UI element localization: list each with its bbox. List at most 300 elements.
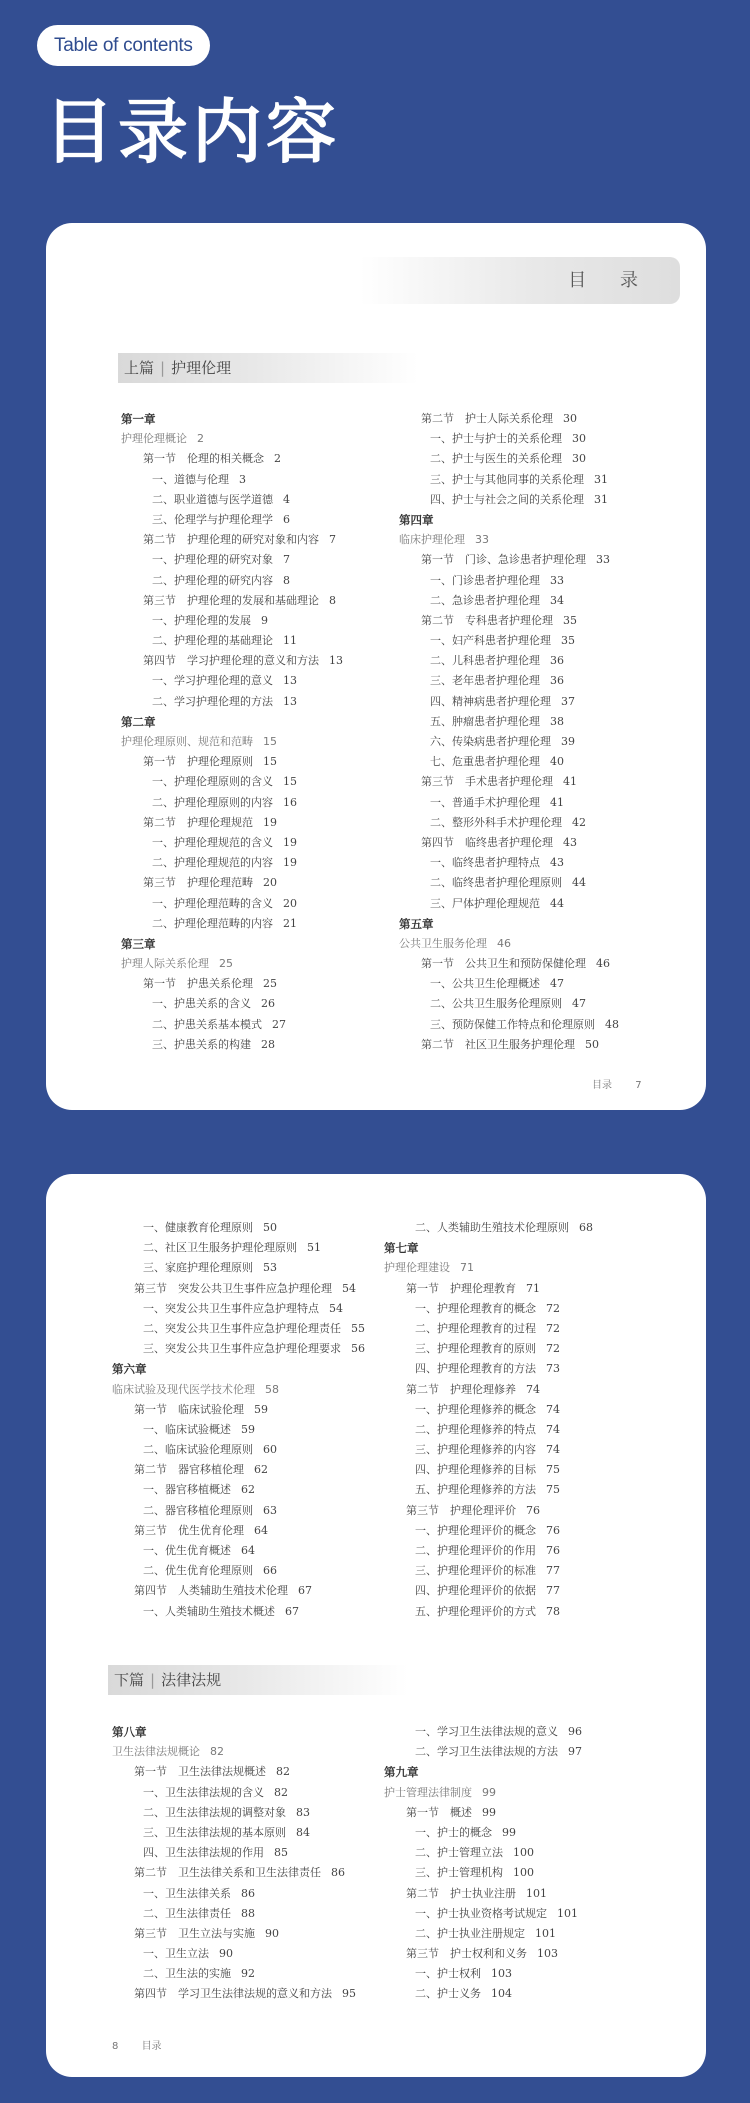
- entry-page-number: 53: [263, 1261, 277, 1275]
- entry-page-number: 13: [329, 654, 343, 668]
- entry-page-number: 54: [329, 1301, 343, 1315]
- toc-column-right-top: [384, 1218, 593, 1622]
- entry-text: 一、护士的概念: [415, 1825, 492, 1839]
- toc-subsection-entry[interactable]: [112, 1944, 356, 1964]
- entry-page-number: 75: [546, 1483, 560, 1497]
- toc-subsection-entry[interactable]: [112, 1440, 365, 1460]
- toc-subsection-entry[interactable]: [112, 1319, 365, 1339]
- entry-text: 一、护士与护士的关系伦理: [430, 432, 562, 446]
- toc-section-entry[interactable]: [121, 651, 343, 671]
- toc-subsection-entry[interactable]: [399, 752, 619, 772]
- toc-section-entry[interactable]: [399, 772, 619, 792]
- entry-text: 三、突发公共卫生事件应急护理伦理要求: [143, 1342, 341, 1356]
- entry-page-number: 40: [550, 755, 564, 769]
- toc-section-entry[interactable]: [112, 1460, 365, 1480]
- toc-section-entry[interactable]: [399, 550, 619, 570]
- entry-page-number: 64: [254, 1523, 268, 1537]
- toc-subsection-entry[interactable]: [121, 853, 343, 873]
- toc-subsection-entry[interactable]: [112, 1299, 365, 1319]
- entry-page-number: 7: [329, 533, 336, 547]
- entry-page-number: 51: [307, 1241, 321, 1255]
- entry-text: 一、护理伦理规范的含义: [152, 835, 273, 849]
- entry-text: 第三节 护理伦理评价: [406, 1503, 516, 1517]
- toc-column-left-bottom: [112, 1722, 356, 2005]
- toc-subsection-entry[interactable]: [384, 1602, 593, 1622]
- toc-subsection-entry[interactable]: [384, 1440, 593, 1460]
- toc-section-entry[interactable]: [399, 954, 619, 974]
- toc-section-entry[interactable]: [112, 1924, 356, 1944]
- entry-text: 一、临终患者护理特点: [430, 856, 540, 870]
- entry-page-number: 47: [572, 997, 586, 1011]
- entry-page-number: 20: [263, 876, 277, 890]
- entry-page-number: 76: [546, 1544, 560, 1557]
- entry-text: 二、临床试验伦理原则: [143, 1443, 253, 1457]
- toc-subsection-entry[interactable]: [384, 1863, 582, 1883]
- toc-subsection-entry[interactable]: [121, 1015, 343, 1035]
- entry-text: 第三节 护理伦理范畴: [143, 876, 253, 890]
- entry-text: 一、学习护理伦理的意义: [152, 674, 273, 688]
- toc-subsection-entry[interactable]: [384, 1420, 593, 1440]
- entry-text: 第三节 护理伦理的发展和基础理论: [143, 593, 319, 607]
- toc-subsection-entry[interactable]: [112, 1501, 365, 1521]
- entry-text: 临床护理伦理: [399, 533, 465, 547]
- entry-text: 卫生法律法规概论: [112, 1745, 200, 1759]
- entry-text: 护理伦理原则、规范和范畴: [121, 735, 253, 748]
- chapter-title[interactable]: [112, 1380, 365, 1400]
- entry-page-number: 9: [261, 613, 268, 627]
- entry-text: 三、预防保健工作特点和伦理原则: [430, 1017, 595, 1031]
- entry-text: 五、护理伦理评价的方式: [415, 1604, 536, 1618]
- entry-text: 三、伦理学与护理伦理学: [152, 512, 273, 526]
- contents-banner: [360, 257, 680, 304]
- toc-subsection-entry[interactable]: [112, 1803, 356, 1823]
- page-footer: [592, 1076, 642, 1091]
- entry-text: 第一节 概述: [406, 1805, 472, 1819]
- entry-text: 二、职业道德与医学道德: [152, 492, 273, 506]
- entry-text: 二、学习护理伦理的方法: [152, 694, 273, 708]
- toc-subsection-entry[interactable]: [384, 1299, 593, 1319]
- toc-subsection-entry[interactable]: [399, 591, 619, 611]
- toc-subsection-entry[interactable]: [399, 1015, 619, 1035]
- entry-page-number: 99: [482, 1805, 496, 1819]
- toc-subsection-entry[interactable]: [399, 813, 619, 833]
- toc-section-entry[interactable]: [112, 1581, 365, 1601]
- toc-subsection-entry[interactable]: [384, 1319, 593, 1339]
- toc-page-7: [46, 223, 706, 1110]
- entry-page-number: 100: [513, 1846, 534, 1860]
- entry-page-number: 71: [526, 1281, 540, 1295]
- entry-page-number: 71: [460, 1261, 474, 1275]
- toc-section-entry[interactable]: [112, 1521, 365, 1541]
- toc-section-entry[interactable]: [399, 833, 619, 853]
- toc-subsection-entry[interactable]: [399, 873, 619, 893]
- entry-text: 二、临终患者护理伦理原则: [430, 876, 562, 890]
- toc-subsection-entry[interactable]: [384, 1218, 593, 1238]
- toc-subsection-entry[interactable]: [112, 1541, 365, 1561]
- entry-text: 二、护理伦理的研究内容: [152, 573, 273, 587]
- chapter-title[interactable]: [121, 429, 343, 449]
- toc-section-entry[interactable]: [384, 1380, 593, 1400]
- entry-page-number: 15: [263, 735, 277, 748]
- toc-subsection-entry[interactable]: [112, 1884, 356, 1904]
- entry-page-number: 39: [561, 735, 575, 748]
- entry-text: 一、护理伦理修养的概念: [415, 1402, 536, 1416]
- section-divider: |: [150, 1671, 156, 1689]
- toc-subsection-entry[interactable]: [399, 692, 619, 712]
- chapter-title[interactable]: [399, 530, 619, 550]
- entry-text: 四、护士与社会之间的关系伦理: [430, 492, 584, 506]
- entry-text: 第五章: [399, 916, 434, 931]
- entry-page-number: 77: [546, 1564, 560, 1578]
- entry-page-number: 74: [546, 1402, 560, 1416]
- entry-text: 一、健康教育伦理原则: [143, 1221, 253, 1234]
- entry-page-number: 54: [342, 1281, 356, 1295]
- entry-text: 四、卫生法律法规的作用: [143, 1846, 264, 1860]
- entry-text: 第四节 临终患者护理伦理: [421, 835, 553, 849]
- entry-text: 一、公共卫生伦理概述: [430, 977, 540, 991]
- toc-subsection-entry[interactable]: [121, 631, 343, 651]
- entry-page-number: 43: [563, 835, 577, 849]
- entry-text: 第一节 护患关系伦理: [143, 977, 253, 991]
- entry-page-number: 76: [546, 1523, 560, 1537]
- entry-text: 二、护理伦理原则的内容: [152, 795, 273, 809]
- entry-text: 一、门诊患者护理伦理: [430, 573, 540, 587]
- toc-subsection-entry[interactable]: [112, 1258, 365, 1278]
- entry-page-number: 82: [274, 1785, 288, 1799]
- entry-text: 一、卫生立法: [143, 1947, 209, 1961]
- toc-section-entry[interactable]: [399, 611, 619, 631]
- entry-text: 第一节 护理伦理原则: [143, 755, 253, 769]
- entry-page-number: 101: [535, 1926, 556, 1940]
- toc-subsection-entry[interactable]: [384, 1904, 582, 1924]
- toc-subsection-entry[interactable]: [384, 1460, 593, 1480]
- toc-subsection-entry[interactable]: [121, 611, 343, 631]
- toc-subsection-entry[interactable]: [399, 793, 619, 813]
- toc-subsection-entry[interactable]: [399, 571, 619, 591]
- entry-page-number: 72: [546, 1301, 560, 1315]
- entry-page-number: 62: [241, 1483, 255, 1497]
- entry-text: 第三章: [121, 936, 156, 951]
- toc-subsection-entry[interactable]: [399, 974, 619, 994]
- toc-subsection-entry[interactable]: [112, 1339, 365, 1359]
- entry-page-number: 43: [550, 856, 564, 870]
- entry-page-number: 100: [513, 1866, 534, 1880]
- toc-subsection-entry[interactable]: [112, 1218, 365, 1238]
- toc-subsection-entry[interactable]: [112, 1904, 356, 1924]
- entry-page-number: 88: [241, 1906, 255, 1920]
- toc-subsection-entry[interactable]: [121, 1035, 343, 1055]
- entry-page-number: 82: [276, 1765, 290, 1779]
- footer-label: 目录: [141, 2041, 162, 2052]
- toc-section-entry[interactable]: [121, 873, 343, 893]
- entry-page-number: 41: [563, 775, 577, 789]
- toc-subsection-entry[interactable]: [384, 1964, 582, 1984]
- entry-page-number: 30: [572, 452, 586, 466]
- entry-page-number: 92: [241, 1967, 255, 1981]
- chapter-heading[interactable]: [399, 914, 619, 934]
- toc-column-left-top: [112, 1218, 365, 1622]
- page-title: 目录内容: [44, 91, 340, 173]
- entry-page-number: 99: [502, 1825, 516, 1839]
- toc-subsection-entry[interactable]: [121, 671, 343, 691]
- toc-subsection-entry[interactable]: [384, 1521, 593, 1541]
- section-label: 上篇: [124, 359, 155, 377]
- entry-page-number: 38: [550, 714, 564, 728]
- toc-section-entry[interactable]: [384, 1501, 593, 1521]
- toc-subsection-entry[interactable]: [399, 429, 619, 449]
- entry-text: 一、护士权利: [415, 1967, 481, 1981]
- toc-section-entry[interactable]: [121, 591, 343, 611]
- entry-page-number: 46: [497, 936, 511, 950]
- toc-subsection-entry[interactable]: [384, 1742, 582, 1762]
- entry-text: 第二节 卫生法律关系和卫生法律责任: [134, 1866, 321, 1880]
- entry-text: 一、护理伦理的发展: [152, 613, 251, 627]
- entry-page-number: 37: [561, 694, 575, 708]
- toc-section-entry[interactable]: [384, 1884, 582, 1904]
- entry-page-number: 68: [579, 1221, 593, 1234]
- entry-text: 二、护理伦理评价的作用: [415, 1544, 536, 1557]
- entry-text: 二、护理伦理范畴的内容: [152, 916, 273, 930]
- entry-text: 三、护士管理机构: [415, 1866, 503, 1880]
- toc-section-entry[interactable]: [112, 1279, 365, 1299]
- entry-text: 二、护理伦理的基础理论: [152, 634, 273, 648]
- entry-page-number: 31: [594, 492, 608, 506]
- toc-subsection-entry[interactable]: [384, 1581, 593, 1601]
- entry-page-number: 85: [274, 1846, 288, 1860]
- entry-page-number: 20: [283, 896, 297, 910]
- entry-text: 第一节 卫生法律法规概述: [134, 1765, 266, 1779]
- toc-subsection-entry[interactable]: [112, 1843, 356, 1863]
- toc-subsection-entry[interactable]: [121, 772, 343, 792]
- entry-text: 三、护患关系的构建: [152, 1037, 251, 1051]
- chapter-title[interactable]: [121, 732, 343, 752]
- entry-text: 一、妇产科患者护理伦理: [430, 634, 551, 648]
- entry-text: 护理伦理建设: [384, 1261, 450, 1275]
- entry-page-number: 41: [550, 795, 564, 809]
- toc-subsection-entry[interactable]: [121, 793, 343, 813]
- toc-subsection-entry[interactable]: [112, 1602, 365, 1622]
- entry-text: 五、肿瘤患者护理伦理: [430, 714, 540, 728]
- entry-text: 七、危重患者护理伦理: [430, 755, 540, 769]
- toc-subsection-entry[interactable]: [399, 732, 619, 752]
- toc-subsection-entry[interactable]: [121, 833, 343, 853]
- toc-section-entry[interactable]: [384, 1279, 593, 1299]
- entry-page-number: 56: [351, 1342, 365, 1356]
- entry-text: 第七章: [384, 1241, 419, 1256]
- entry-text: 二、社区卫生服务护理伦理原则: [143, 1241, 297, 1255]
- entry-text: 一、普通手术护理伦理: [430, 795, 540, 809]
- chapter-heading[interactable]: [121, 712, 343, 732]
- toc-subsection-entry[interactable]: [112, 1420, 365, 1440]
- entry-page-number: 19: [283, 835, 297, 849]
- entry-text: 一、护理伦理的研究对象: [152, 553, 273, 567]
- toc-subsection-entry[interactable]: [399, 449, 619, 469]
- entry-text: 二、护士义务: [415, 1987, 481, 2001]
- entry-page-number: 44: [550, 896, 564, 910]
- entry-page-number: 11: [283, 634, 297, 648]
- chapter-title[interactable]: [384, 1258, 593, 1278]
- toc-subsection-entry[interactable]: [121, 510, 343, 530]
- entry-page-number: 6: [283, 512, 290, 526]
- entry-page-number: 97: [568, 1745, 582, 1759]
- entry-page-number: 64: [241, 1544, 255, 1557]
- toc-subsection-entry[interactable]: [384, 1722, 582, 1742]
- chapter-title[interactable]: [384, 1783, 582, 1803]
- entry-text: 二、急诊患者护理伦理: [430, 593, 540, 607]
- toc-subsection-entry[interactable]: [112, 1783, 356, 1803]
- entry-text: 第三节 手术患者护理伦理: [421, 775, 553, 789]
- entry-page-number: 103: [491, 1967, 512, 1981]
- entry-page-number: 3: [239, 472, 246, 486]
- toc-subsection-entry[interactable]: [112, 1480, 365, 1500]
- chapter-title[interactable]: [399, 934, 619, 954]
- entry-page-number: 50: [585, 1037, 599, 1051]
- entry-text: 一、护理伦理原则的含义: [152, 775, 273, 789]
- toc-subsection-entry[interactable]: [384, 1561, 593, 1581]
- toc-subsection-entry[interactable]: [121, 550, 343, 570]
- entry-page-number: 66: [263, 1564, 277, 1578]
- entry-page-number: 36: [550, 674, 564, 688]
- entry-page-number: 86: [241, 1886, 255, 1900]
- toc-subsection-entry[interactable]: [399, 894, 619, 914]
- toc-subsection-entry[interactable]: [399, 470, 619, 490]
- entry-page-number: 101: [526, 1886, 547, 1900]
- chapter-title[interactable]: [112, 1742, 356, 1762]
- toc-section-entry[interactable]: [384, 1803, 582, 1823]
- entry-text: 第三节 卫生立法与实施: [134, 1926, 255, 1940]
- entry-page-number: 30: [572, 432, 586, 446]
- entry-text: 护士管理法律制度: [384, 1785, 472, 1799]
- toc-page-8: [46, 1174, 706, 2077]
- toc-subsection-entry[interactable]: [121, 692, 343, 712]
- table-of-contents-pill: Table of contents: [37, 25, 210, 66]
- entry-text: 第四节 学习卫生法律法规的意义和方法: [134, 1987, 332, 2001]
- toc-subsection-entry[interactable]: [121, 490, 343, 510]
- entry-text: 第二节 专科患者护理伦理: [421, 613, 553, 627]
- section-header-lower: [108, 1665, 408, 1695]
- toc-subsection-entry[interactable]: [399, 490, 619, 510]
- entry-page-number: 50: [263, 1221, 277, 1234]
- entry-page-number: 99: [482, 1785, 496, 1799]
- entry-text: 护理人际关系伦理: [121, 957, 209, 971]
- entry-text: 第一节 伦理的相关概念: [143, 452, 264, 466]
- toc-section-entry[interactable]: [121, 752, 343, 772]
- entry-text: 六、传染病患者护理伦理: [430, 735, 551, 748]
- entry-page-number: 90: [219, 1947, 233, 1961]
- chapter-heading[interactable]: [399, 510, 619, 530]
- entry-page-number: 62: [254, 1463, 268, 1477]
- toc-subsection-entry[interactable]: [399, 712, 619, 732]
- entry-text: 一、护士执业资格考试规定: [415, 1906, 547, 1920]
- entry-page-number: 25: [263, 977, 277, 991]
- toc-subsection-entry[interactable]: [399, 671, 619, 691]
- toc-subsection-entry[interactable]: [384, 1541, 593, 1561]
- toc-subsection-entry[interactable]: [399, 651, 619, 671]
- entry-page-number: 48: [605, 1017, 619, 1031]
- entry-page-number: 104: [491, 1987, 512, 2001]
- chapter-heading[interactable]: [121, 409, 343, 429]
- entry-page-number: 103: [537, 1947, 558, 1961]
- section-header-upper: [118, 353, 418, 383]
- chapter-title[interactable]: [121, 954, 343, 974]
- toc-section-entry[interactable]: [112, 1762, 356, 1782]
- toc-section-entry[interactable]: [121, 974, 343, 994]
- toc-subsection-entry[interactable]: [121, 994, 343, 1014]
- toc-subsection-entry[interactable]: [399, 994, 619, 1014]
- entry-text: 二、护患关系基本模式: [152, 1017, 262, 1031]
- toc-column-left: [121, 409, 343, 1055]
- entry-page-number: 59: [241, 1422, 255, 1436]
- toc-subsection-entry[interactable]: [112, 1964, 356, 1984]
- entry-page-number: 35: [563, 613, 577, 627]
- toc-subsection-entry[interactable]: [112, 1238, 365, 1258]
- chapter-heading[interactable]: [384, 1238, 593, 1258]
- entry-page-number: 2: [274, 452, 281, 466]
- toc-subsection-entry[interactable]: [384, 1823, 582, 1843]
- toc-section-entry[interactable]: [121, 813, 343, 833]
- toc-subsection-entry[interactable]: [121, 914, 343, 934]
- entry-page-number: 78: [546, 1604, 560, 1618]
- entry-text: 第二节 护理伦理修养: [406, 1382, 516, 1396]
- toc-subsection-entry[interactable]: [384, 1924, 582, 1944]
- toc-subsection-entry[interactable]: [384, 1843, 582, 1863]
- toc-section-entry[interactable]: [121, 530, 343, 550]
- toc-subsection-entry[interactable]: [121, 894, 343, 914]
- toc-subsection-entry[interactable]: [384, 1400, 593, 1420]
- toc-subsection-entry[interactable]: [399, 853, 619, 873]
- entry-text: 五、护理伦理修养的方法: [415, 1483, 536, 1497]
- chapter-heading[interactable]: [121, 934, 343, 954]
- toc-subsection-entry[interactable]: [384, 1359, 593, 1379]
- toc-subsection-entry[interactable]: [112, 1823, 356, 1843]
- toc-section-entry[interactable]: [399, 1035, 619, 1055]
- entry-text: 第六章: [112, 1362, 147, 1377]
- toc-subsection-entry[interactable]: [384, 1984, 582, 2004]
- chapter-heading[interactable]: [384, 1762, 582, 1782]
- entry-text: 二、护理伦理修养的特点: [415, 1422, 536, 1436]
- footer-page-number: 7: [635, 1080, 642, 1091]
- entry-page-number: 74: [546, 1422, 560, 1436]
- chapter-heading[interactable]: [112, 1359, 365, 1379]
- chapter-heading[interactable]: [112, 1722, 356, 1742]
- toc-subsection-entry[interactable]: [121, 470, 343, 490]
- toc-subsection-entry[interactable]: [121, 571, 343, 591]
- toc-section-entry[interactable]: [384, 1944, 582, 1964]
- entry-text: 第二节 社区卫生服务护理伦理: [421, 1037, 575, 1051]
- toc-subsection-entry[interactable]: [399, 631, 619, 651]
- entry-page-number: 15: [263, 755, 277, 769]
- toc-section-entry[interactable]: [112, 1984, 356, 2004]
- entry-text: 一、突发公共卫生事件应急护理特点: [143, 1301, 319, 1315]
- footer-label: 目录: [592, 1080, 612, 1091]
- toc-section-entry[interactable]: [399, 409, 619, 429]
- entry-text: 第三节 优生优育伦理: [134, 1523, 244, 1537]
- entry-page-number: 34: [550, 593, 564, 607]
- toc-section-entry[interactable]: [121, 449, 343, 469]
- toc-section-entry[interactable]: [112, 1400, 365, 1420]
- entry-page-number: 16: [283, 795, 297, 809]
- toc-subsection-entry[interactable]: [384, 1339, 593, 1359]
- entry-text: 第三节 护士权利和义务: [406, 1947, 527, 1961]
- toc-section-entry[interactable]: [112, 1863, 356, 1883]
- entry-text: 二、护理伦理教育的过程: [415, 1321, 536, 1335]
- entry-page-number: 67: [285, 1604, 299, 1618]
- section-title: 护理伦理: [171, 359, 232, 377]
- toc-subsection-entry[interactable]: [384, 1480, 593, 1500]
- entry-text: 第一节 护理伦理教育: [406, 1281, 516, 1295]
- entry-text: 一、护理伦理教育的概念: [415, 1301, 536, 1315]
- toc-subsection-entry[interactable]: [112, 1561, 365, 1581]
